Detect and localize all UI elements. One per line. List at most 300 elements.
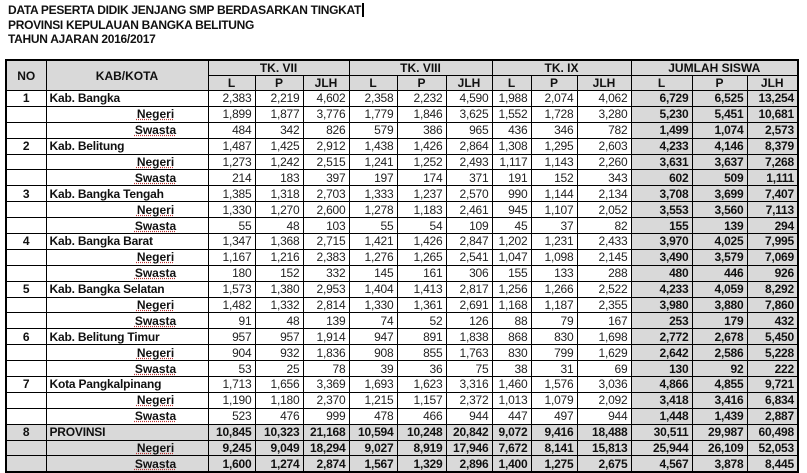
value-cell: 1,047 (492, 249, 531, 265)
region-name: PROVINSI (46, 424, 208, 440)
value-cell: 3,418 (631, 392, 692, 408)
value-cell: 10,248 (397, 424, 446, 440)
value-cell: 957 (208, 329, 255, 345)
value-cell: 1,368 (255, 234, 303, 250)
value-cell: 446 (692, 265, 747, 281)
value-cell: 891 (397, 329, 446, 345)
value-cell: 1,074 (692, 122, 747, 138)
value-cell: 3,708 (631, 186, 692, 202)
value-cell: 6,834 (747, 392, 798, 408)
value-cell: 2,814 (303, 297, 349, 313)
value-cell: 1,438 (349, 138, 397, 154)
table-row (6, 186, 798, 202)
value-cell: 48 (255, 218, 303, 234)
value-cell: 306 (446, 265, 492, 281)
value-cell: 2,847 (446, 234, 492, 250)
value-cell: 908 (349, 345, 397, 361)
negeri-label: Negeri (46, 202, 208, 218)
table-row (6, 170, 798, 186)
table-row (6, 440, 798, 456)
value-cell: 2,145 (577, 249, 631, 265)
value-cell: 1,273 (208, 154, 255, 170)
value-cell: 1,117 (492, 154, 531, 170)
subheader-p: P (255, 76, 303, 91)
value-cell: 1,988 (492, 91, 531, 107)
value-cell: 1,256 (492, 281, 531, 297)
row-number (6, 408, 46, 424)
value-cell: 9,049 (255, 440, 303, 456)
value-cell: 432 (747, 313, 798, 329)
value-cell: 2,092 (577, 392, 631, 408)
value-cell: 1,183 (397, 202, 446, 218)
value-cell: 1,168 (492, 297, 531, 313)
value-cell: 1,330 (208, 202, 255, 218)
table-row (6, 218, 798, 234)
value-cell: 10,845 (208, 424, 255, 440)
row-number (6, 345, 46, 361)
value-cell: 386 (397, 122, 446, 138)
header-tk-ix: TK. IX (492, 60, 631, 76)
value-cell: 38 (492, 361, 531, 377)
value-cell: 1,242 (255, 154, 303, 170)
value-cell: 1,487 (208, 138, 255, 154)
value-cell: 1,330 (349, 297, 397, 313)
value-cell: 39 (349, 361, 397, 377)
value-cell: 17,946 (446, 440, 492, 456)
value-cell: 3,776 (303, 106, 349, 122)
value-cell: 3,980 (631, 297, 692, 313)
value-cell: 6,525 (692, 91, 747, 107)
value-cell: 1,567 (349, 456, 397, 472)
table-row (6, 234, 798, 250)
row-number (6, 456, 46, 472)
value-cell: 2,912 (303, 138, 349, 154)
value-cell: 3,369 (303, 377, 349, 393)
value-cell: 1,231 (531, 234, 577, 250)
value-cell: 2,461 (446, 202, 492, 218)
value-cell: 2,586 (692, 345, 747, 361)
value-cell: 509 (692, 170, 747, 186)
value-cell: 30,511 (631, 424, 692, 440)
value-cell: 1,270 (255, 202, 303, 218)
header-kab-kota: KAB/KOTA (46, 60, 208, 91)
value-cell: 174 (397, 170, 446, 186)
value-cell: 2,864 (446, 138, 492, 154)
swasta-label: Swasta (46, 456, 208, 472)
swasta-label: Swasta (46, 265, 208, 281)
value-cell: 1,698 (577, 329, 631, 345)
value-cell: 1,157 (397, 392, 446, 408)
value-cell: 2,522 (577, 281, 631, 297)
value-cell: 2,219 (255, 91, 303, 107)
value-cell: 5,230 (631, 106, 692, 122)
value-cell: 4,059 (692, 281, 747, 297)
value-cell: 2,232 (397, 91, 446, 107)
student-data-table (5, 59, 799, 473)
value-cell: 1,329 (397, 456, 446, 472)
header-tk-vii: TK. VII (208, 60, 349, 76)
swasta-label: Swasta (46, 408, 208, 424)
value-cell: 103 (303, 218, 349, 234)
value-cell: 214 (208, 170, 255, 186)
table-row (6, 122, 798, 138)
value-cell: 7,113 (747, 202, 798, 218)
value-cell: 2,383 (303, 249, 349, 265)
value-cell: 2,355 (577, 297, 631, 313)
value-cell: 1,013 (492, 392, 531, 408)
value-cell: 26,109 (692, 440, 747, 456)
value-cell: 484 (208, 122, 255, 138)
value-cell: 3,490 (631, 249, 692, 265)
row-number (6, 122, 46, 138)
value-cell: 10,594 (349, 424, 397, 440)
value-cell: 2,691 (446, 297, 492, 313)
table-row (6, 281, 798, 297)
value-cell: 1,763 (446, 345, 492, 361)
value-cell: 31 (531, 361, 577, 377)
value-cell: 1,576 (531, 377, 577, 393)
value-cell: 126 (446, 313, 492, 329)
value-cell: 2,433 (577, 234, 631, 250)
value-cell: 2,260 (577, 154, 631, 170)
value-cell: 1,656 (255, 377, 303, 393)
value-cell: 53 (208, 361, 255, 377)
value-cell: 2,541 (446, 249, 492, 265)
value-cell: 4,233 (631, 138, 692, 154)
value-cell: 55 (349, 218, 397, 234)
table-row (6, 456, 798, 472)
value-cell: 9,721 (747, 377, 798, 393)
value-cell: 2,772 (631, 329, 692, 345)
value-cell: 88 (492, 313, 531, 329)
value-cell: 2,493 (446, 154, 492, 170)
value-cell: 332 (303, 265, 349, 281)
value-cell: 92 (692, 361, 747, 377)
value-cell: 3,699 (692, 186, 747, 202)
value-cell: 3,637 (692, 154, 747, 170)
value-cell: 1,380 (255, 281, 303, 297)
value-cell: 480 (631, 265, 692, 281)
value-cell: 947 (349, 329, 397, 345)
value-cell: 288 (577, 265, 631, 281)
row-number (6, 218, 46, 234)
table-row (6, 106, 798, 122)
row-number (6, 392, 46, 408)
value-cell: 2,603 (577, 138, 631, 154)
value-cell: 945 (492, 202, 531, 218)
subheader-l: L (492, 76, 531, 91)
value-cell: 109 (446, 218, 492, 234)
value-cell: 1,332 (255, 297, 303, 313)
value-cell: 1,914 (303, 329, 349, 345)
value-cell: 1,779 (349, 106, 397, 122)
value-cell: 9,245 (208, 440, 255, 456)
subheader-p: P (397, 76, 446, 91)
value-cell: 2,573 (747, 122, 798, 138)
region-name: Kab. Bangka (46, 91, 208, 107)
value-cell: 799 (531, 345, 577, 361)
value-cell: 161 (397, 265, 446, 281)
value-cell: 139 (692, 218, 747, 234)
value-cell: 1,400 (492, 456, 531, 472)
value-cell: 2,874 (303, 456, 349, 472)
value-cell: 8,919 (397, 440, 446, 456)
value-cell: 6,729 (631, 91, 692, 107)
value-cell: 1,838 (446, 329, 492, 345)
value-cell: 222 (747, 361, 798, 377)
value-cell: 9,416 (531, 424, 577, 440)
value-cell: 82 (577, 218, 631, 234)
value-cell: 152 (255, 265, 303, 281)
value-cell: 1,079 (531, 392, 577, 408)
value-cell: 8,445 (747, 456, 798, 472)
region-name: Kab. Bangka Barat (46, 234, 208, 250)
value-cell: 3,625 (446, 106, 492, 122)
value-cell: 1,278 (349, 202, 397, 218)
value-cell: 1,098 (531, 249, 577, 265)
header-no: NO (6, 60, 46, 91)
value-cell: 1,180 (255, 392, 303, 408)
value-cell: 3,553 (631, 202, 692, 218)
negeri-label: Negeri (46, 392, 208, 408)
table-row (6, 154, 798, 170)
value-cell: 152 (531, 170, 577, 186)
value-cell: 4,602 (303, 91, 349, 107)
value-cell: 904 (208, 345, 255, 361)
value-cell: 1,846 (397, 106, 446, 122)
row-number: 2 (6, 138, 46, 154)
value-cell: 868 (492, 329, 531, 345)
row-number: 5 (6, 281, 46, 297)
value-cell: 1,361 (397, 297, 446, 313)
value-cell: 180 (208, 265, 255, 281)
value-cell: 2,134 (577, 186, 631, 202)
value-cell: 2,642 (631, 345, 692, 361)
value-cell: 1,111 (747, 170, 798, 186)
row-number (6, 249, 46, 265)
table-row (6, 377, 798, 393)
value-cell: 826 (303, 122, 349, 138)
value-cell: 1,448 (631, 408, 692, 424)
row-number: 1 (6, 91, 46, 107)
value-cell: 932 (255, 345, 303, 361)
value-cell: 1,600 (208, 456, 255, 472)
value-cell: 2,715 (303, 234, 349, 250)
value-cell: 2,600 (303, 202, 349, 218)
value-cell: 1,426 (397, 138, 446, 154)
negeri-label: Negeri (46, 249, 208, 265)
row-number (6, 202, 46, 218)
value-cell: 8,292 (747, 281, 798, 297)
value-cell: 1,333 (349, 186, 397, 202)
value-cell: 447 (492, 408, 531, 424)
value-cell: 1,318 (255, 186, 303, 202)
value-cell: 4,567 (631, 456, 692, 472)
value-cell: 1,836 (303, 345, 349, 361)
value-cell: 523 (208, 408, 255, 424)
value-cell: 1,187 (531, 297, 577, 313)
value-cell: 1,693 (349, 377, 397, 393)
table-row (6, 424, 798, 440)
value-cell: 130 (631, 361, 692, 377)
swasta-label: Swasta (46, 122, 208, 138)
value-cell: 957 (255, 329, 303, 345)
value-cell: 4,855 (692, 377, 747, 393)
row-number (6, 265, 46, 281)
subheader-l: L (631, 76, 692, 91)
value-cell: 7,860 (747, 297, 798, 313)
value-cell: 45 (492, 218, 531, 234)
value-cell: 1,552 (492, 106, 531, 122)
value-cell: 197 (349, 170, 397, 186)
negeri-label: Negeri (46, 297, 208, 313)
value-cell: 2,953 (303, 281, 349, 297)
value-cell: 183 (255, 170, 303, 186)
value-cell: 25 (255, 361, 303, 377)
value-cell: 1,573 (208, 281, 255, 297)
negeri-label: Negeri (46, 345, 208, 361)
value-cell: 965 (446, 122, 492, 138)
subheader-l: L (349, 76, 397, 91)
value-cell: 1,216 (255, 249, 303, 265)
value-cell: 1,623 (397, 377, 446, 393)
value-cell: 926 (747, 265, 798, 281)
value-cell: 1,347 (208, 234, 255, 250)
value-cell: 25,944 (631, 440, 692, 456)
table-row (6, 392, 798, 408)
value-cell: 1,404 (349, 281, 397, 297)
value-cell: 13,254 (747, 91, 798, 107)
value-cell: 7,268 (747, 154, 798, 170)
report-title: DATA PESERTA DIDIK JENJANG SMP BERDASARKAN TINGKAT (8, 3, 364, 17)
value-cell: 830 (492, 345, 531, 361)
value-cell: 855 (397, 345, 446, 361)
value-cell: 2,817 (446, 281, 492, 297)
value-cell: 48 (255, 313, 303, 329)
table-row (6, 265, 798, 281)
value-cell: 1,385 (208, 186, 255, 202)
region-name: Kab. Bangka Selatan (46, 281, 208, 297)
value-cell: 7,407 (747, 186, 798, 202)
value-cell: 20,842 (446, 424, 492, 440)
value-cell: 4,233 (631, 281, 692, 297)
negeri-label: Negeri (46, 440, 208, 456)
row-number: 3 (6, 186, 46, 202)
table-row (6, 91, 798, 107)
table-row (6, 345, 798, 361)
subheader-jlh: JLH (747, 76, 798, 91)
negeri-label: Negeri (46, 154, 208, 170)
table-row (6, 408, 798, 424)
negeri-label: Negeri (46, 106, 208, 122)
row-number (6, 106, 46, 122)
row-number: 8 (6, 424, 46, 440)
value-cell: 2,074 (531, 91, 577, 107)
header-jumlah-siswa: JUMLAH SISWA (631, 60, 798, 76)
value-cell: 4,146 (692, 138, 747, 154)
value-cell: 155 (631, 218, 692, 234)
row-number (6, 297, 46, 313)
value-cell: 2,358 (349, 91, 397, 107)
value-cell: 782 (577, 122, 631, 138)
value-cell: 75 (446, 361, 492, 377)
value-cell: 167 (577, 313, 631, 329)
value-cell: 179 (692, 313, 747, 329)
value-cell: 1,629 (577, 345, 631, 361)
value-cell: 1,713 (208, 377, 255, 393)
value-cell: 2,570 (446, 186, 492, 202)
value-cell: 436 (492, 122, 531, 138)
region-name: Kota Pangkalpinang (46, 377, 208, 393)
value-cell: 74 (349, 313, 397, 329)
subheader-jlh: JLH (303, 76, 349, 91)
value-cell: 10,323 (255, 424, 303, 440)
value-cell: 1,143 (531, 154, 577, 170)
value-cell: 60,498 (747, 424, 798, 440)
value-cell: 1,413 (397, 281, 446, 297)
value-cell: 15,813 (577, 440, 631, 456)
value-cell: 3,036 (577, 377, 631, 393)
value-cell: 4,025 (692, 234, 747, 250)
value-cell: 397 (303, 170, 349, 186)
value-cell: 1,190 (208, 392, 255, 408)
subheader-l: L (208, 76, 255, 91)
value-cell: 1,215 (349, 392, 397, 408)
value-cell: 1,144 (531, 186, 577, 202)
swasta-label: Swasta (46, 218, 208, 234)
row-number: 6 (6, 329, 46, 345)
value-cell: 497 (531, 408, 577, 424)
table-row (6, 249, 798, 265)
value-cell: 830 (531, 329, 577, 345)
value-cell: 346 (531, 122, 577, 138)
value-cell: 1,295 (531, 138, 577, 154)
row-number (6, 361, 46, 377)
value-cell: 4,866 (631, 377, 692, 393)
value-cell: 1,460 (492, 377, 531, 393)
subheader-jlh: JLH (446, 76, 492, 91)
table-row (6, 297, 798, 313)
row-number: 7 (6, 377, 46, 393)
value-cell: 1,237 (397, 186, 446, 202)
value-cell: 69 (577, 361, 631, 377)
value-cell: 18,294 (303, 440, 349, 456)
value-cell: 79 (531, 313, 577, 329)
table-row (6, 329, 798, 345)
value-cell: 944 (577, 408, 631, 424)
value-cell: 1,499 (631, 122, 692, 138)
value-cell: 55 (208, 218, 255, 234)
value-cell: 343 (577, 170, 631, 186)
value-cell: 2,896 (446, 456, 492, 472)
table-row (6, 361, 798, 377)
row-number (6, 440, 46, 456)
swasta-label: Swasta (46, 361, 208, 377)
value-cell: 476 (255, 408, 303, 424)
value-cell: 2,515 (303, 154, 349, 170)
value-cell: 2,372 (446, 392, 492, 408)
value-cell: 478 (349, 408, 397, 424)
value-cell: 78 (303, 361, 349, 377)
value-cell: 29,987 (692, 424, 747, 440)
header-tk-viii: TK. VIII (349, 60, 492, 76)
subheader-p: P (531, 76, 577, 91)
value-cell: 2,675 (577, 456, 631, 472)
table-row (6, 202, 798, 218)
value-cell: 3,560 (692, 202, 747, 218)
value-cell: 139 (303, 313, 349, 329)
report-subtitle-province: PROVINSI KEPULAUAN BANGKA BELITUNG (8, 18, 255, 32)
